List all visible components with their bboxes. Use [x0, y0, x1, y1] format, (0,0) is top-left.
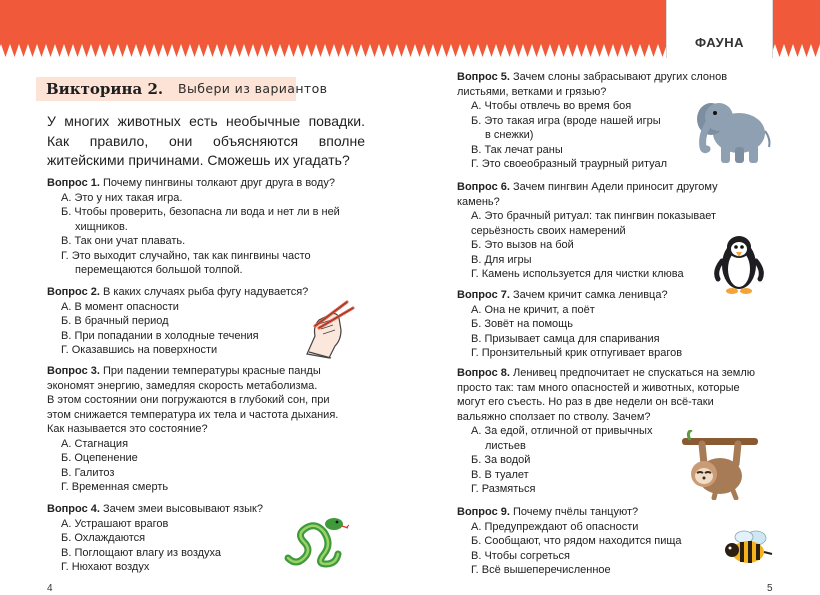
answer-option: А. Предупреждают об опасности	[471, 520, 639, 533]
question-text-line	[47, 408, 338, 423]
question-label: Вопрос 1.	[47, 177, 100, 189]
answer-option: Б. За водой	[471, 454, 531, 466]
question-text-line	[457, 410, 755, 425]
answer-option: А. Это у них такая игра.	[61, 191, 183, 204]
question-text-line	[47, 364, 338, 379]
answer-option: В. Чтобы согреться	[471, 549, 570, 562]
question-text-line	[457, 381, 755, 396]
question-text: Зачем пингвин Адели приносит другому	[513, 181, 718, 193]
question-text-line	[457, 85, 727, 100]
penguin-icon	[712, 229, 766, 295]
question-text: В этом состоянии они погружаются в глубокий сон, при	[47, 394, 330, 406]
answer-option-continuation: в снежки)	[485, 129, 534, 141]
quiz-title	[36, 77, 328, 101]
question-text: Зачем змеи высовывают язык?	[103, 503, 263, 515]
answer-option: Г. Всё вышеперечисленное	[471, 564, 611, 576]
question-text: При падении температуры красные панды	[103, 365, 321, 377]
answer-option: Г. Временная смерть	[61, 481, 169, 493]
answer-option: Б. Чтобы проверить, безопасна ли вода и нет ли в ней	[61, 206, 340, 218]
answer-option: Б. Это такая игра (вроде нашей игры	[471, 114, 661, 127]
intro-paragraph: У многих животных есть необычные повадки. Как правило, они объясняются вполне житейскими причинами. Сможешь их угадать?	[47, 113, 365, 168]
question-text-line	[457, 395, 755, 410]
answer-option: Б. В брачный период	[61, 315, 169, 327]
answer-option: А. Устрашают врагов	[61, 517, 169, 530]
page-number-right: 5	[767, 583, 773, 594]
answer-option-continuation: хищников.	[75, 220, 128, 233]
question-label: Вопрос 6.	[457, 181, 510, 193]
answer-option: Г. Оказавшись на поверхности	[61, 344, 218, 356]
question-text: вальяжно сползает по стволу. Зачем?	[457, 410, 651, 423]
answer-option: В. При попадании в холодные течения	[61, 329, 259, 342]
answer-option: А. Чтобы отвлечь во время боя	[471, 100, 632, 112]
answer-option: Б. Зовёт на помощь	[471, 318, 573, 330]
question-text: Почему пингвины толкают друг друга в воду?	[103, 177, 335, 189]
question-6	[457, 180, 718, 282]
question-3	[47, 364, 338, 495]
bee-icon	[722, 528, 776, 568]
answer-option-continuation: серьёзность своих намерений	[471, 224, 626, 237]
question-7	[457, 288, 682, 361]
question-text-line	[47, 393, 338, 408]
snake-icon	[282, 510, 352, 568]
answer-option: А. За едой, отличной от привычных	[471, 425, 653, 437]
answer-option: Б. Это вызов на бой	[471, 239, 574, 251]
question-text: В каких случаях рыба фугу надувается?	[103, 286, 309, 298]
section-title: ФАУНА	[694, 35, 745, 50]
question-text-line	[457, 195, 718, 210]
question-1	[47, 176, 340, 278]
question-label: Вопрос 9.	[457, 506, 510, 518]
answer-option: А. Это брачный ритуал: так пингвин показывает	[471, 210, 717, 222]
question-text-line	[47, 422, 338, 437]
answer-option: А. Она не кричит, а поёт	[471, 303, 595, 316]
question-text: Ленивец предпочитает не спускаться на землю	[513, 367, 756, 379]
answer-option: В. Поглощают влагу из воздуха	[61, 546, 222, 559]
question-label: Вопрос 7.	[457, 289, 510, 301]
answer-option: Г. Это своеобразный траурный ритуал	[471, 158, 668, 170]
question-text: листьями, ветками и грязью?	[457, 85, 607, 98]
question-text: этом снижается температура их тела и частота дыхания.	[47, 408, 339, 421]
question-9	[457, 505, 682, 578]
answer-option: Б. Оцепенение	[61, 452, 138, 464]
answer-option: Б. Сообщают, что рядом находится пища	[471, 535, 682, 547]
question-text-line	[47, 176, 340, 191]
question-label: Вопрос 4.	[47, 503, 100, 515]
sloth-icon	[680, 430, 760, 500]
question-2	[47, 285, 308, 358]
question-label: Вопрос 3.	[47, 365, 100, 377]
answer-option-continuation: перемещаются большой толпой.	[75, 264, 243, 276]
question-text-line	[47, 379, 338, 394]
answer-option: А. В момент опасности	[61, 300, 179, 313]
question-text: Зачем кричит самка ленивца?	[513, 289, 668, 301]
answer-option: В. В туалет	[471, 468, 529, 481]
elephant-icon	[693, 95, 773, 167]
question-text: экономят энергию, замедляя скорость метаболизма.	[47, 379, 318, 392]
question-text-line	[457, 70, 727, 85]
question-text-line	[457, 288, 682, 303]
question-label: Вопрос 2.	[47, 286, 100, 298]
question-text: просто так: там много опасностей и животных, которые	[457, 381, 740, 394]
chopsticks-hand-icon	[295, 296, 357, 360]
answer-option: В. Так они учат плавать.	[61, 235, 186, 247]
answer-option: Г. Камень используется для чистки клюва	[471, 268, 684, 280]
answer-option: Г. Размяться	[471, 483, 536, 495]
answer-option: Г. Это выходит случайно, так как пингвины часто	[61, 249, 311, 262]
answer-option: В. Галитоз	[61, 466, 115, 479]
question-label: Вопрос 8.	[457, 367, 510, 379]
quiz-title-number: Викторина 2.	[46, 80, 164, 98]
answer-option: А. Стагнация	[61, 437, 129, 450]
answer-option: Б. Охлаждаются	[61, 532, 146, 544]
answer-option: Г. Нюхают воздух	[61, 561, 150, 573]
question-text: камень?	[457, 195, 500, 208]
answer-option: В. Так лечат раны	[471, 143, 563, 156]
quiz-title-subtitle: Выбери из вариантов	[178, 81, 328, 96]
question-text-line	[47, 502, 263, 517]
answer-option-continuation: листьев	[485, 439, 526, 452]
answer-option: В. Для игры	[471, 253, 532, 266]
section-tab	[666, 0, 773, 58]
question-text-line	[47, 285, 308, 300]
question-label: Вопрос 5.	[457, 71, 510, 83]
question-text: могут его съесть. Но раз в две недели он всё-таки	[457, 396, 714, 408]
answer-option: В. Призывает самца для спаривания	[471, 332, 660, 345]
question-text-line	[457, 366, 755, 381]
question-text-line	[457, 505, 682, 520]
question-text: Почему пчёлы танцуют?	[513, 506, 639, 518]
question-4	[47, 502, 263, 575]
question-text: Как называется это состояние?	[47, 423, 208, 435]
page-number-left: 4	[47, 583, 53, 594]
question-text-line	[457, 180, 718, 195]
question-5	[457, 70, 727, 172]
answer-option: Г. Пронзительный крик отпугивает врагов	[471, 347, 683, 359]
question-text: Зачем слоны забрасывают других слонов	[513, 71, 728, 83]
